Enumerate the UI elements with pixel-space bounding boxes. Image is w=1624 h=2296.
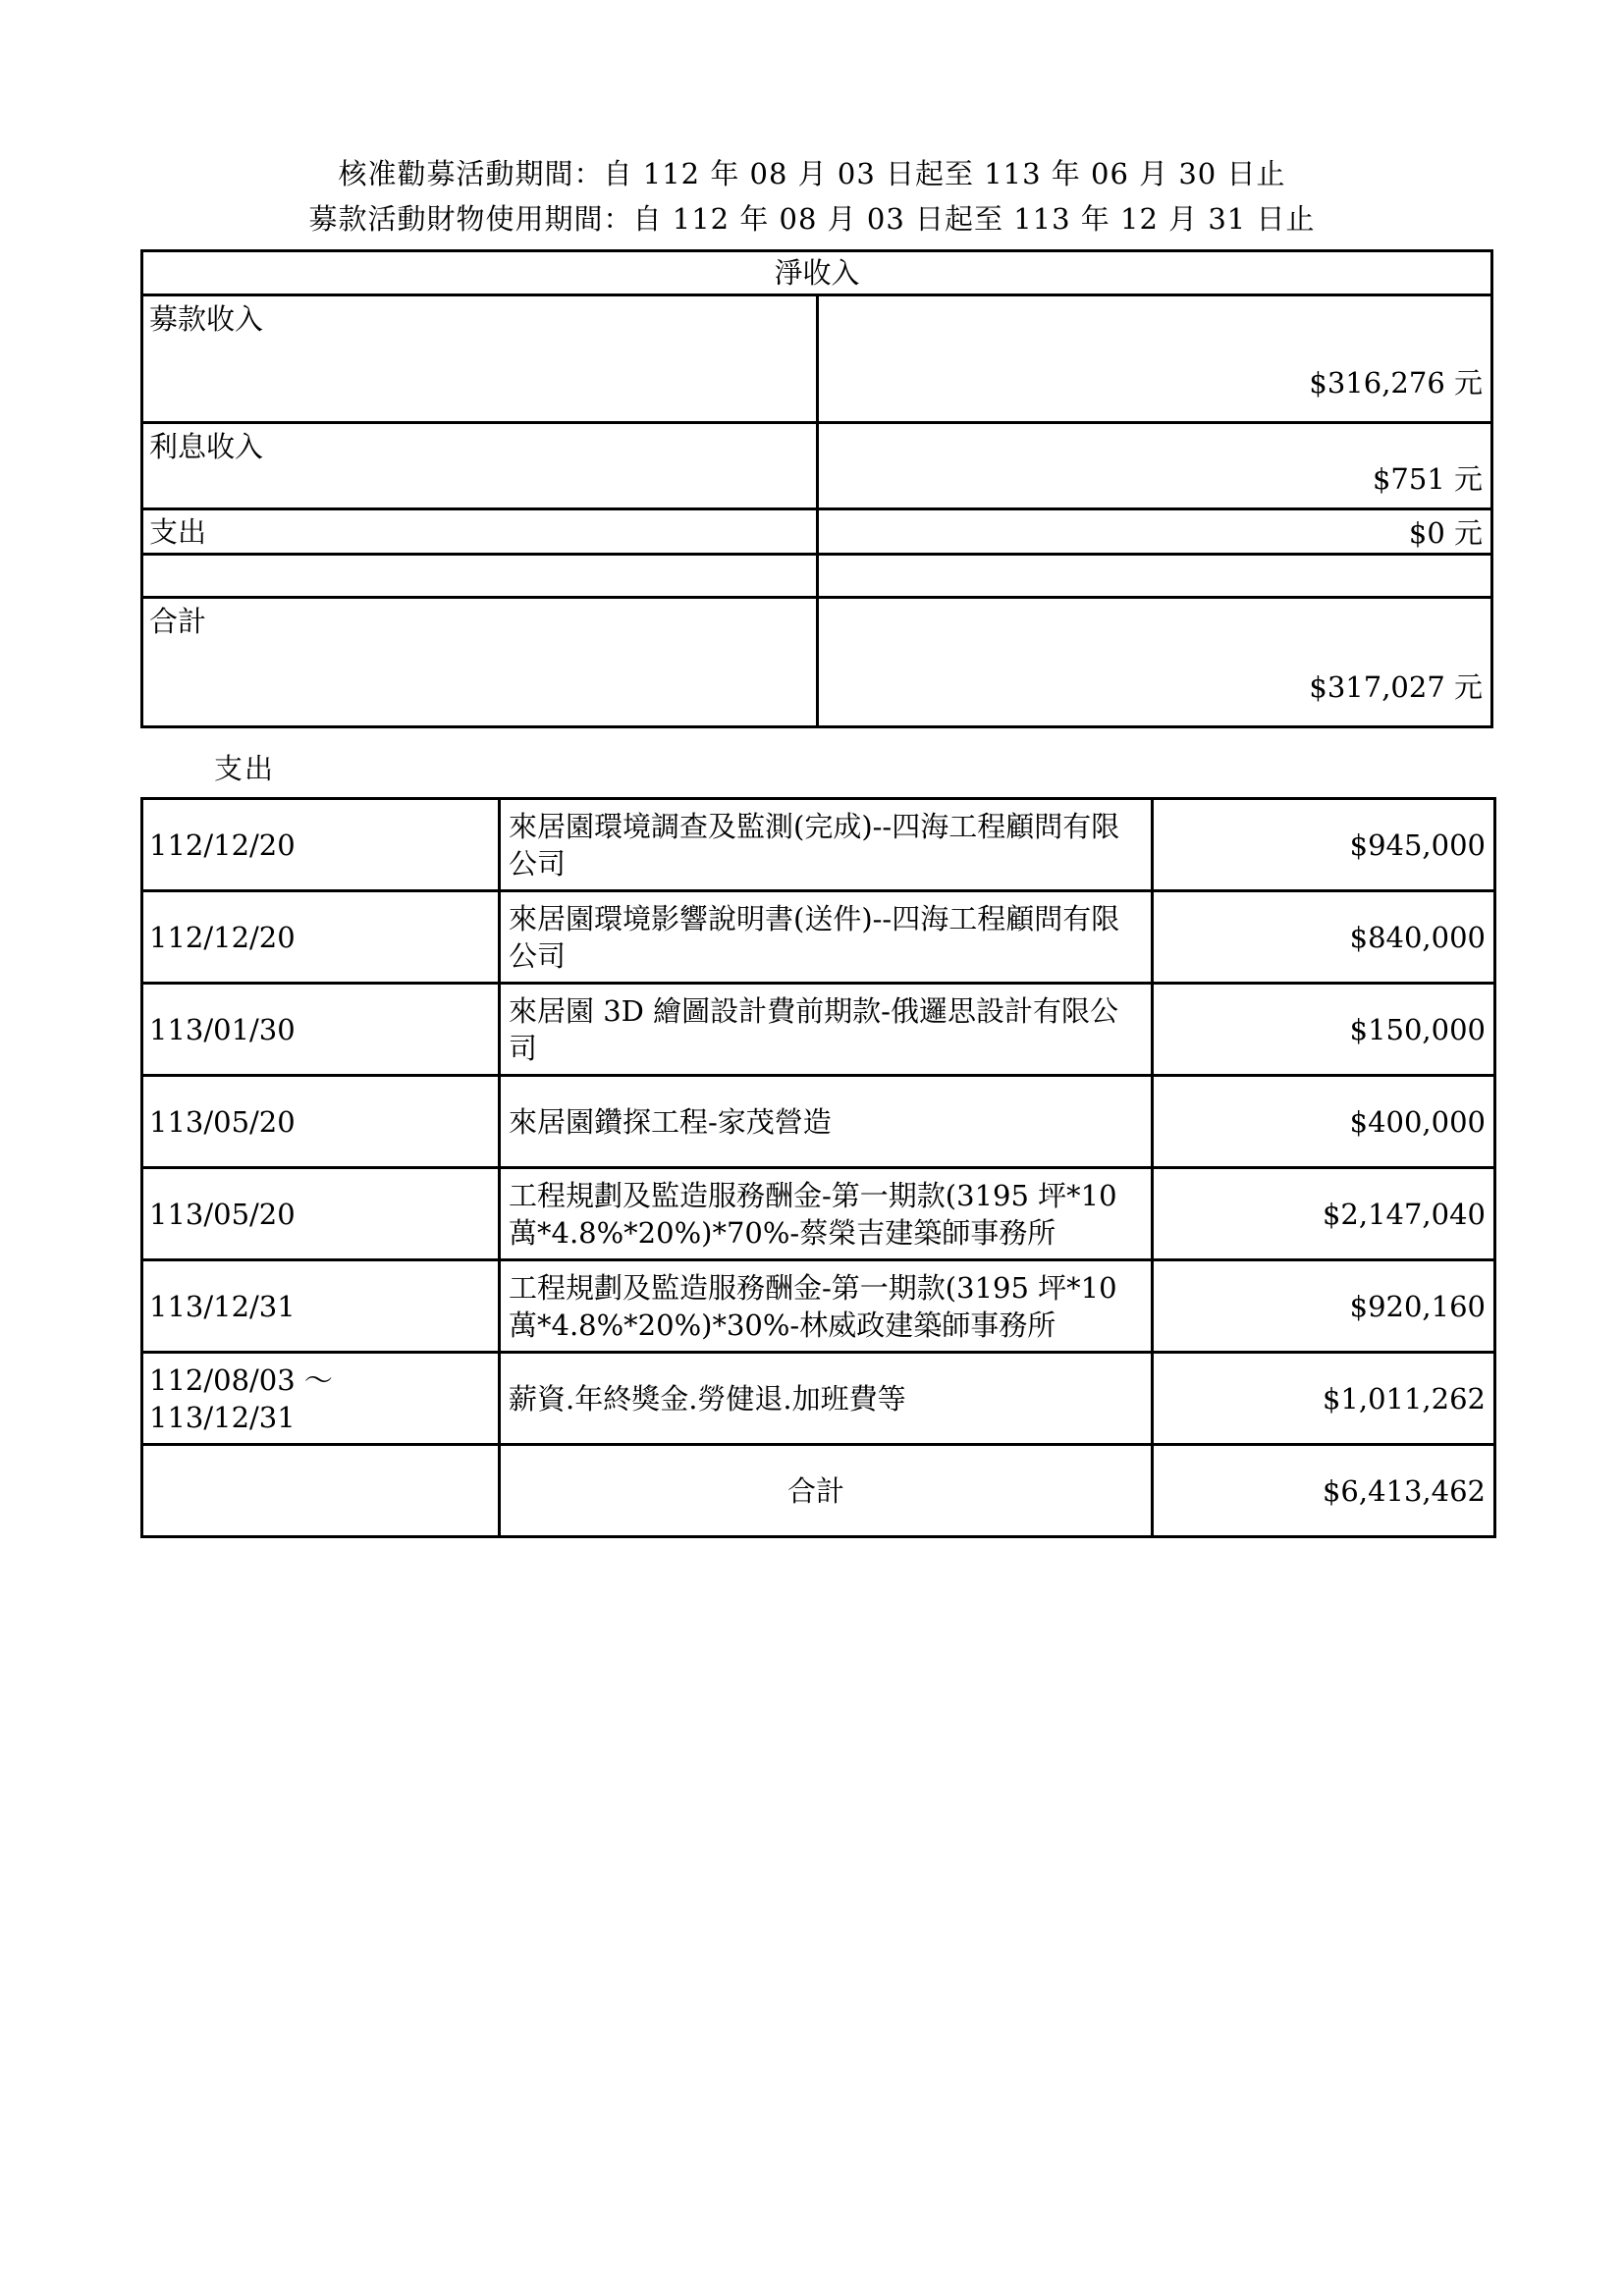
total-date (142, 1445, 500, 1537)
expense-item: 來居園 3D 繪圖設計費前期款-俄邏思設計有限公司 (500, 984, 1153, 1076)
row-label: 支出 (142, 509, 818, 555)
expense-date: 112/12/20 (142, 891, 500, 984)
row-value: $751 元 (817, 423, 1492, 509)
expense-item: 來居園環境影響說明書(送件)--四海工程顧問有限公司 (500, 891, 1153, 984)
total-row (142, 1445, 1495, 1537)
row-value: $316,276 元 (817, 295, 1492, 423)
row-value: $317,027 元 (817, 598, 1492, 727)
table-row (142, 295, 1492, 423)
expense-amount: $840,000 (1153, 891, 1495, 984)
expense-date: 113/05/20 (142, 1168, 500, 1260)
expense-amount: $400,000 (1153, 1076, 1495, 1168)
row-label: 利息收入 (142, 423, 818, 509)
expense-item: 來居園鑽探工程-家茂營造 (500, 1076, 1153, 1168)
expense-amount: $1,011,262 (1153, 1353, 1495, 1445)
row-value: $0 元 (817, 509, 1492, 555)
table-row (142, 509, 1492, 555)
expense-amount: $945,000 (1153, 799, 1495, 891)
expense-item: 來居園環境調查及監測(完成)--四海工程顧問有限公司 (500, 799, 1153, 891)
table-row (142, 555, 1492, 598)
row-label (142, 555, 818, 598)
table-row (142, 1168, 1495, 1260)
expense-item: 薪資.年終獎金.勞健退.加班費等 (500, 1353, 1153, 1445)
table-row (142, 423, 1492, 509)
expense-date: 113/05/20 (142, 1076, 500, 1168)
table-row (142, 891, 1495, 984)
expense-date: 112/08/03 ～ 113/12/31 (142, 1353, 500, 1445)
expense-date: 112/12/20 (142, 799, 500, 891)
table-row (142, 799, 1495, 891)
row-label: 合計 (142, 598, 818, 727)
usage-period: 募款活動財物使用期間：自 112 年 08 月 03 日起至 113 年 12 月 31 日止 (308, 202, 1316, 236)
table-row (142, 1260, 1495, 1353)
total-amount: $6,413,462 (1153, 1445, 1495, 1537)
expenditure-title: 支出 (214, 752, 276, 785)
expense-date: 113/12/31 (142, 1260, 500, 1353)
table-row (142, 598, 1492, 727)
expenditure-table (140, 797, 1496, 1538)
approval-period: 核准勸募活動期間：自 112 年 08 月 03 日起至 113 年 06 月 30 日止 (338, 157, 1286, 190)
document-header (0, 151, 1624, 241)
table-row (142, 1076, 1495, 1168)
net-income-title: 淨收入 (142, 251, 1492, 295)
total-label: 合計 (500, 1445, 1153, 1537)
expense-date: 113/01/30 (142, 984, 500, 1076)
expense-amount: $150,000 (1153, 984, 1495, 1076)
expense-amount: $920,160 (1153, 1260, 1495, 1353)
table-row (142, 1353, 1495, 1445)
expense-item: 工程規劃及監造服務酬金-第一期款(3195 坪*10 萬*4.8%*20%)*30%-林威政建築師事務所 (500, 1260, 1153, 1353)
row-label: 募款收入 (142, 295, 818, 423)
expense-amount: $2,147,040 (1153, 1168, 1495, 1260)
net-income-header-row (142, 251, 1492, 295)
row-value (817, 555, 1492, 598)
net-income-table (140, 249, 1493, 728)
table-row (142, 984, 1495, 1076)
expense-item: 工程規劃及監造服務酬金-第一期款(3195 坪*10 萬*4.8%*20%)*70%-蔡榮吉建築師事務所 (500, 1168, 1153, 1260)
